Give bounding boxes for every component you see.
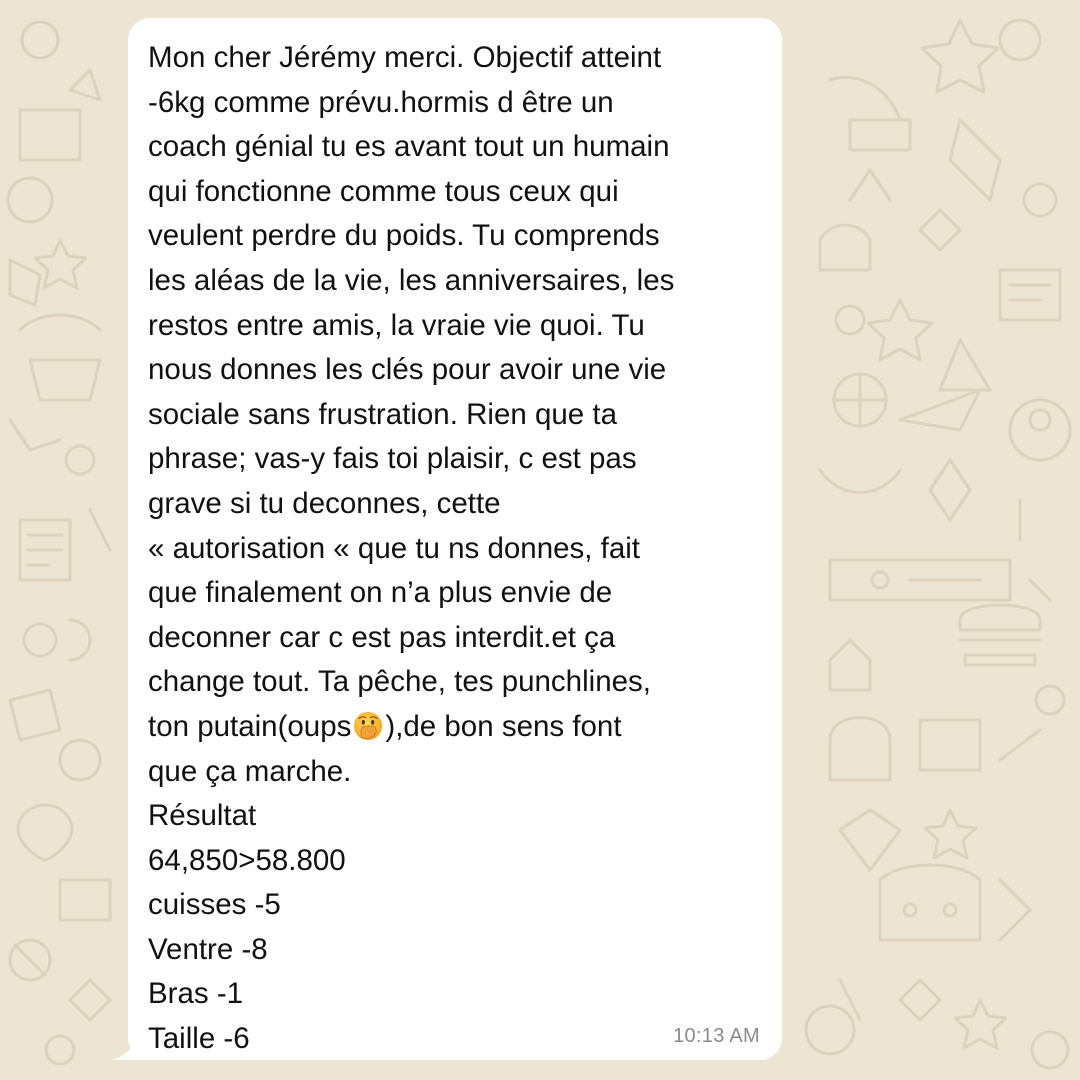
message-line-7: restos entre amis, la vraie vie quoi. Tu [148, 308, 645, 342]
message-line-21: Ventre -8 [148, 932, 268, 966]
message-line-16-after: ),de bon sens font [385, 709, 622, 743]
message-line-14: deconner car c est pas interdit.et ça [148, 620, 616, 654]
message-bubble[interactable] [128, 18, 782, 1060]
message-line-10: phrase; vas-y fais toi plaisir, c est pas [148, 442, 637, 476]
message-line-23: Taille -6 [148, 1022, 250, 1056]
message-line-9: sociale sans frustration. Rien que ta [148, 397, 617, 431]
message-line-18: Résultat [148, 799, 257, 833]
message-line-4: qui fonctionne comme tous ceux qui [148, 174, 619, 208]
message-line-19: 64,850>58.800 [148, 843, 346, 877]
message-line-12: « autorisation « que tu ns donnes, fait [148, 531, 641, 565]
message-line-1: Mon cher Jérémy merci. Objectif atteint [148, 41, 662, 74]
message-line-8: nous donnes les clés pour avoir une vie [148, 353, 667, 387]
message-text [148, 36, 762, 1062]
message-line-16 [148, 705, 762, 750]
hand-over-mouth-emoji-icon [353, 711, 383, 741]
message-line-22: Bras -1 [148, 977, 244, 1011]
message-line-3: coach génial tu es avant tout un humain [148, 130, 670, 164]
message-line-20: cuisses -5 [148, 888, 281, 922]
message-line-13: que finalement on n’a plus envie de [148, 576, 613, 610]
message-line-5: veulent perdre du poids. Tu comprends [148, 219, 660, 253]
message-line-16-before: ton putain(oups [148, 709, 352, 743]
message-line-2: -6kg comme prévu.hormis d être un [148, 85, 614, 119]
message-line-17: que ça marche. [148, 754, 352, 788]
message-line-15: change tout. Ta pêche, tes punchlines, [148, 665, 651, 699]
message-line-6: les aléas de la vie, les anniversaires, les [148, 263, 675, 297]
message-timestamp: 10:13 AM [673, 1025, 760, 1047]
message-line-11: grave si tu deconnes, cette [148, 486, 501, 520]
